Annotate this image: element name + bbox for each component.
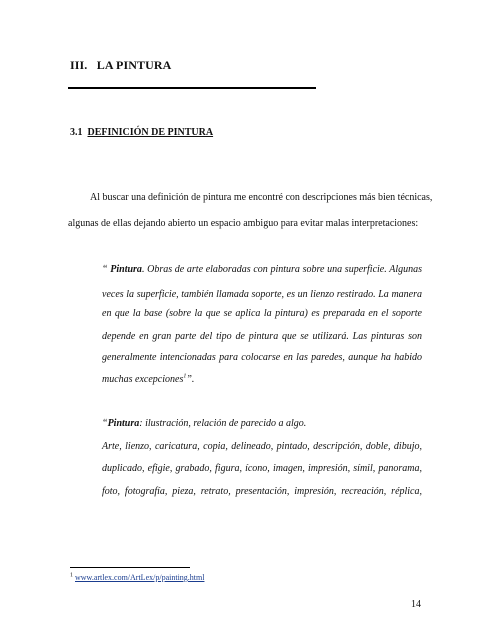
quote-line-5: generalmente intencionadas para colocarse en las paredes, aunque ha habido: [102, 352, 422, 363]
quote2-line-2: duplicado, efigie, grabado, figura, ícono, imagen, impresión, símil, panorama,: [102, 463, 422, 474]
chapter-heading: [70, 58, 171, 73]
section-heading: [70, 127, 213, 138]
quote-line-4: depende en gran parte del tipo de pintura que se utilizará. Las pinturas son: [102, 331, 422, 342]
chapter-title: LA PINTURA: [96, 58, 172, 72]
quote-line-2: veces la superficie, también llamada soporte, es un lienzo restirado. La manera: [102, 289, 422, 300]
footnote-mark: 1: [70, 572, 73, 579]
intro-line-2: algunas de ellas dejando abierto un espacio ambiguo para evitar malas interpretaciones:: [68, 218, 419, 229]
footnote-link[interactable]: www.artlex.com/ArtLex/p/painting.html: [75, 573, 205, 582]
quote-line-1: “ Pintura. Obras de arte elaboradas con pintura sobre una superficie. Algunas: [102, 264, 423, 275]
footnote-ref: 1: [183, 373, 187, 380]
chapter-number: III.: [70, 58, 88, 72]
chapter-divider: [68, 87, 316, 89]
quote2-term: Pintura: [107, 418, 140, 429]
quote2-definition: “Pintura: ilustración, relación de parecido a algo.: [102, 418, 307, 429]
intro-line-1: Al buscar una definición de pintura me encontré con descripciones más bien técnicas,: [90, 192, 433, 203]
quote2-line-3: foto, fotografía, pieza, retrato, presentación, impresión, recreación, réplica,: [102, 486, 422, 497]
footnote: [70, 573, 204, 582]
quote-line-3: en que la base (sobre la que se aplica la pintura) es preparada en el soporte: [102, 308, 422, 319]
section-number: 3.1: [70, 127, 83, 138]
page-number: 14: [411, 599, 421, 610]
section-title: DEFINICIÓN DE PINTURA: [87, 127, 214, 138]
quote2-line-1: Arte, lienzo, caricatura, copia, delineado, pintado, descripción, doble, dibujo,: [102, 441, 422, 452]
quote-term: Pintura: [110, 264, 142, 275]
footnote-divider: [70, 567, 190, 568]
quote-line-6: muchas excepciones$^1$”.: [102, 373, 195, 385]
